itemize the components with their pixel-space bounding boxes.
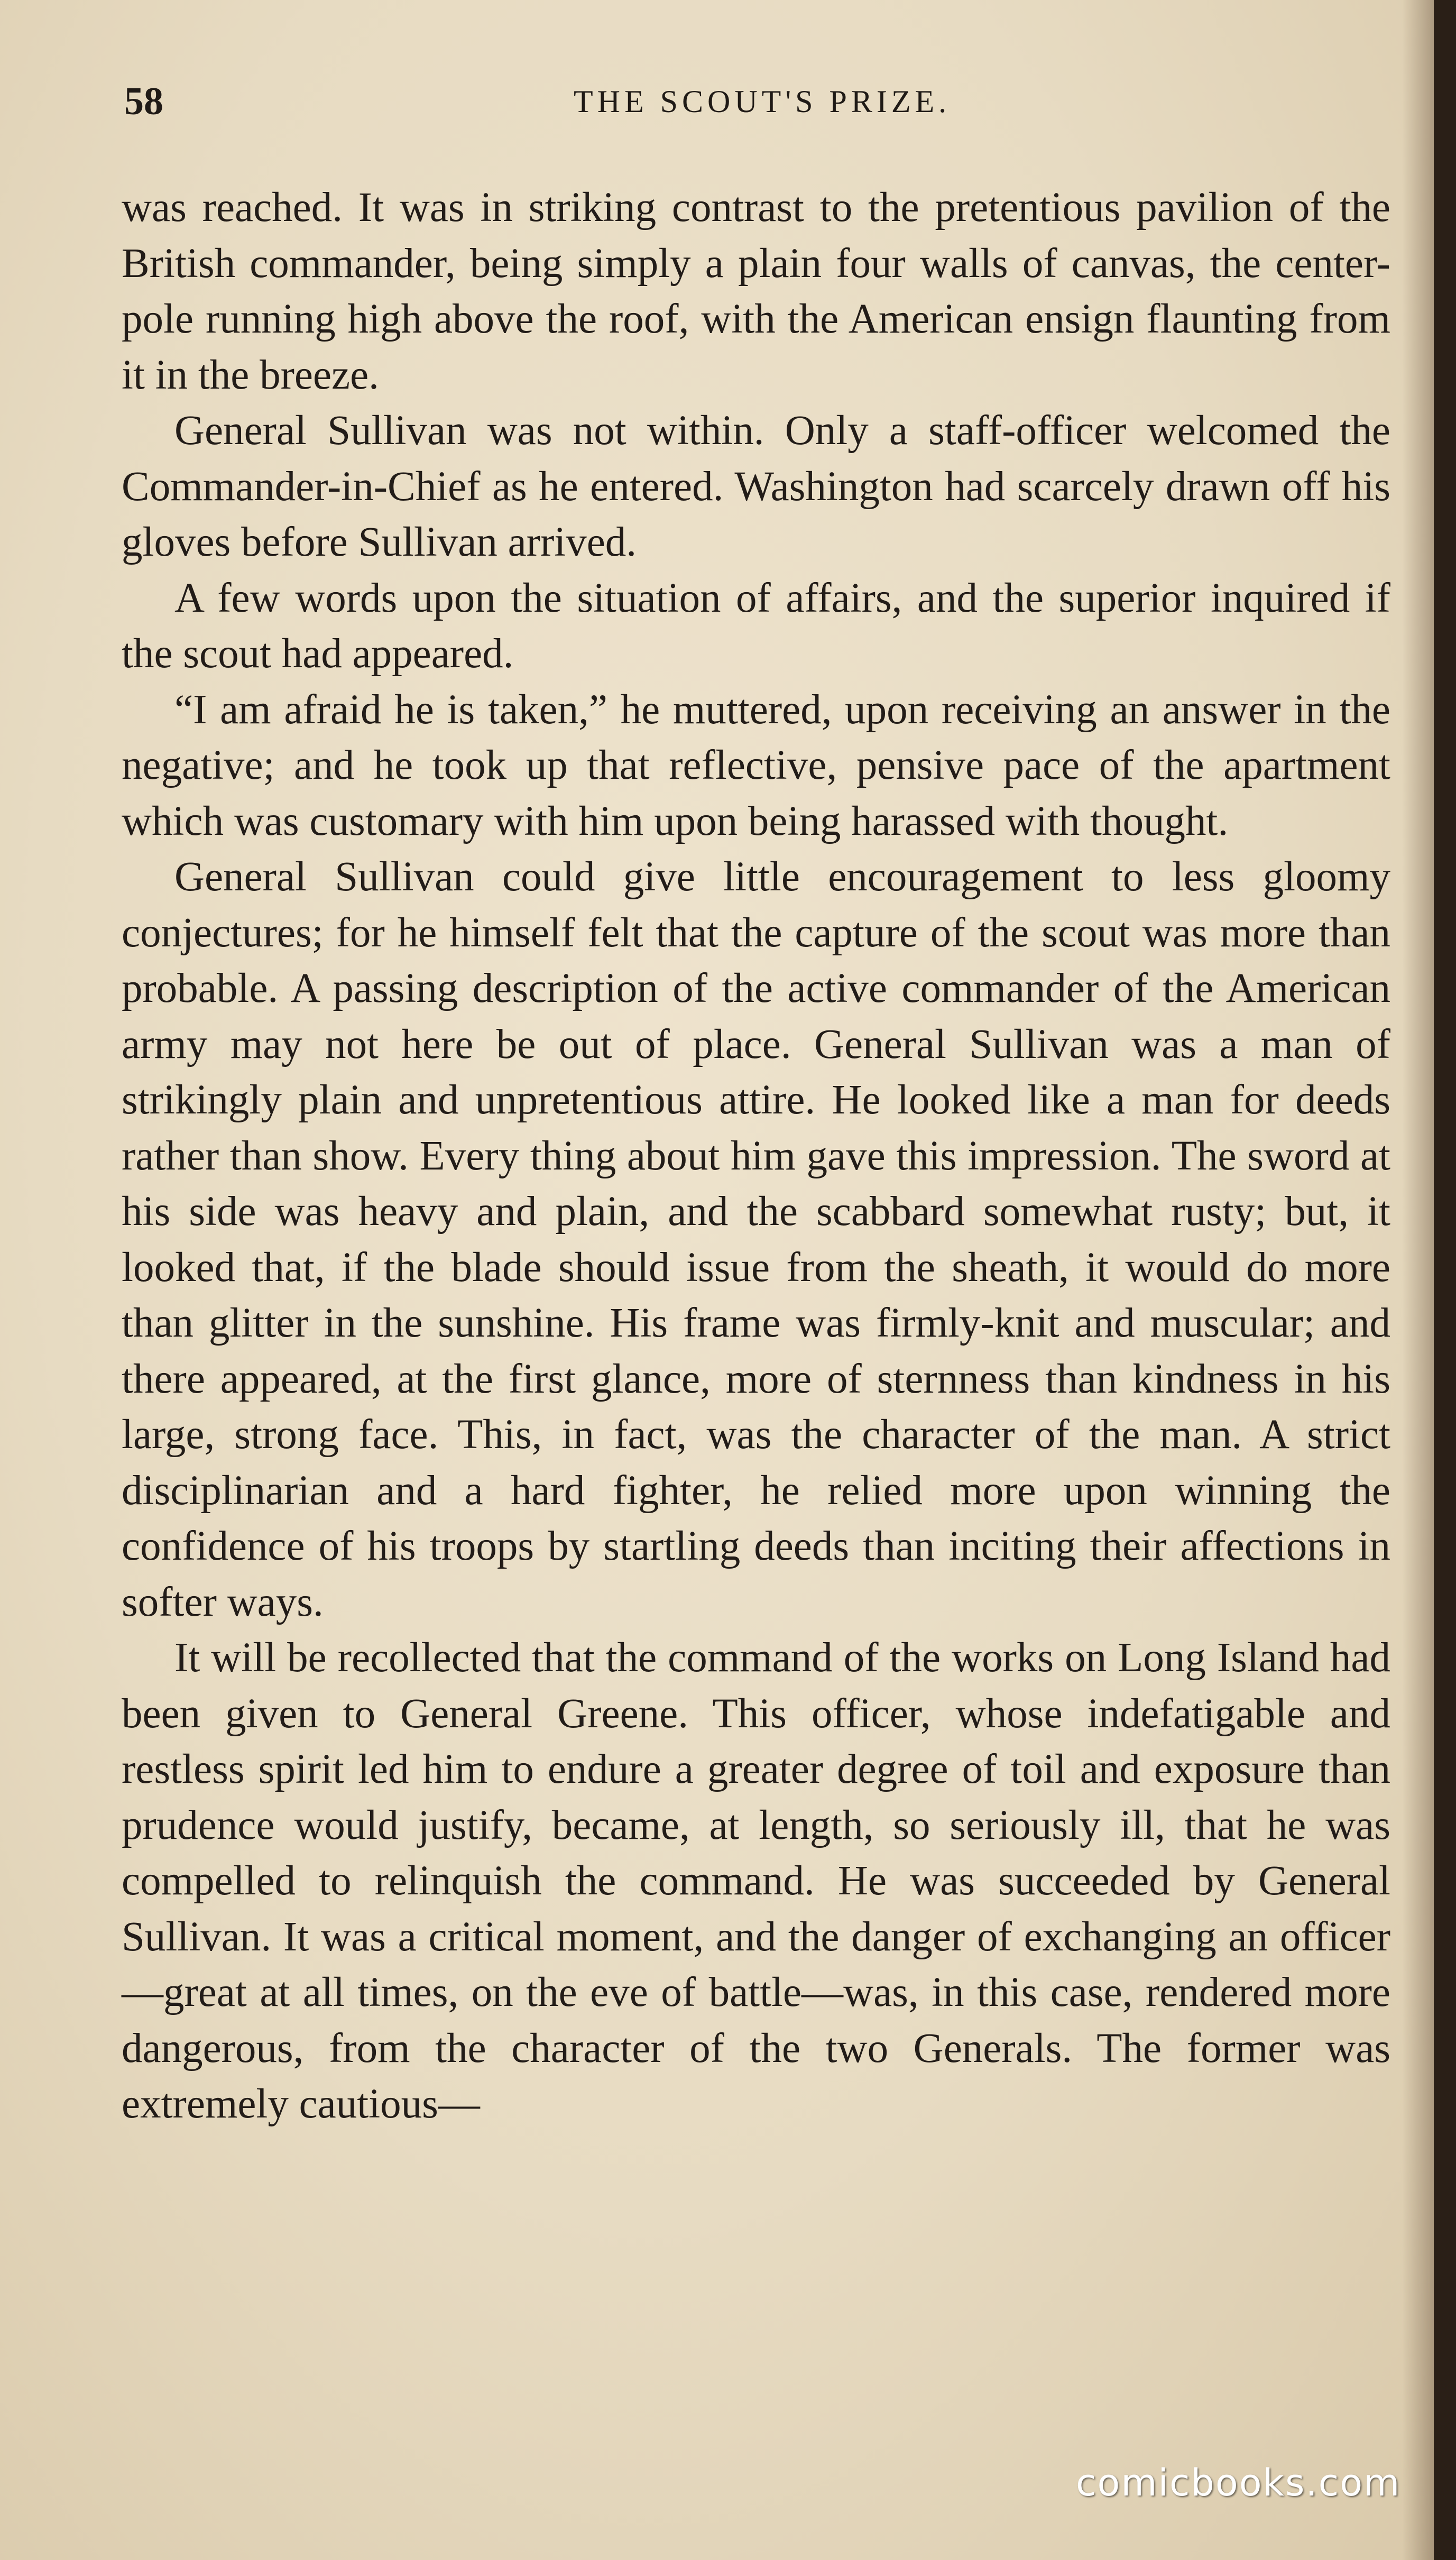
spine-shadow (1402, 0, 1434, 2560)
paragraph: A few words upon the situation of affairs, and the superior inquired if the scout had appeared. (122, 575, 1390, 677)
paragraph: “I am afraid he is taken,” he muttered, upon receiving an answer in the negative; and he took up that reflective, pensive pace of the apartment which was customary with him upon being harassed with thought. (122, 686, 1390, 844)
paragraph: It will be recollected that the command of the works on Long Island had been given to General Greene. This officer, whose indefatigable and restless spirit led him to endure a greater degree of toil and exposure than prudence would justify, became, at length, so seriously ill, that he was compelled to relinquish the command. He was succeeded by General Sullivan. It was a critical moment, and the danger of exchanging an officer—great at all times, on the eve of battle—was, in this case, rendered more dangerous, from the character of the two Generals. The former was extremely cautious— (122, 1635, 1390, 2127)
paragraph: was reached. It was in striking contrast to the pretentious pavilion of the British commander, being simply a plain four walls of canvas, the center-pole running high above the roof, with the American ensign flaunting from it in the breeze. (122, 185, 1390, 398)
body-text (122, 180, 1390, 2132)
page-number: 58 (124, 80, 163, 123)
paragraph: General Sullivan was not within. Only a staff-officer welcomed the Commander-in-Chief as he entered. Washington had scarcely drawn off his gloves before Sullivan arrived. (122, 408, 1390, 565)
paragraph: General Sullivan could give little encouragement to less gloomy conjectures; for he himself felt that the capture of the scout was more than probable. A passing description of the active commander of the American army may not here be out of place. General Sullivan was a man of strikingly plain and unpretentious attire. He looked like a man for deeds rather than show. Every thing about him gave this impression. The sword at his side was heavy and plain, and the scabbard somewhat rusty; but, it looked that, if the blade should issue from the sheath, it would do more than glitter in the sunshine. His frame was firmly-knit and muscular; and there appeared, at the first glance, more of sternness than kindness in his large, strong face. This, in fact, was the character of the man. A strict disciplinarian and a hard fighter, he relied more upon winning the confidence of his troops by startling deeds than inciting their affections in softer ways. (122, 854, 1390, 1625)
page-header (124, 79, 1404, 127)
running-title: THE SCOUT'S PRIZE. (574, 84, 951, 119)
watermark: comicbooks.com (1076, 2461, 1401, 2504)
